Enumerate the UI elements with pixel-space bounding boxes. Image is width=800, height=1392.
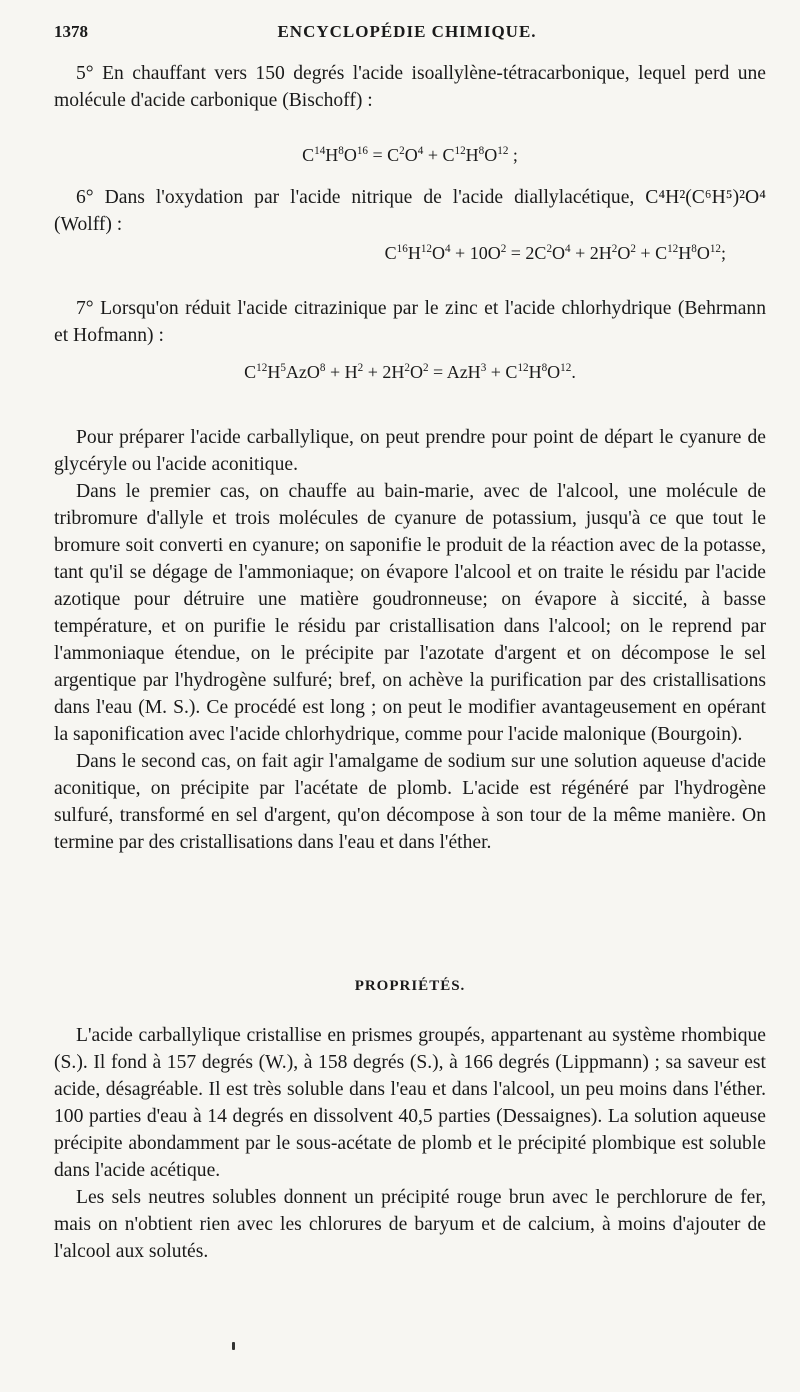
prep-paragraph-3: Dans le second cas, on fait agir l'amalgame de sodium sur une solution aqueuse d'acide aconitique, on précipite par l'acétate de plomb. L'acide est régénéré par l'hydrogène sulfuré, transformé en sel d'argent, qu'on décompose à son tour de la même manière. On termine par des cristallisations dans l'eau et dans l'éther. xyxy=(54,751,766,853)
item-6-formula: C⁴H²(C⁶H⁵)²O⁴ xyxy=(645,187,766,208)
item-6-lead: 6° Dans l'oxydation par l'acide nitrique de l'acide diallylacétique, xyxy=(76,187,646,208)
equation-2 xyxy=(54,243,766,264)
equation-3 xyxy=(54,362,766,383)
equation-1 xyxy=(54,145,766,166)
page-number: 1378 xyxy=(54,22,88,41)
props-paragraph-1: L'acide carballylique cristallise en prismes groupés, appartenant au système rhombique (S.). Il fond à 157 degrés (W.), à 158 degrés (S.), à 166 degrés (Lippmann) ; sa saveur est acide, désagréable. Il est très soluble dans l'eau et dans l'alcool, un peu moins dans l'éther. 100 parties d'eau à 14 degrés en dissolvent 40,5 parties (Dessaignes). La solution aqueuse précipite abondamment par le sous-acétate de plomb et le précipité plombique est soluble dans l'acide acétique. xyxy=(54,1025,766,1181)
prep-paragraph-1: Pour préparer l'acide carballylique, on peut prendre pour point de départ le cyanure de glycéryle ou l'acide aconitique. xyxy=(54,427,766,475)
properties-heading xyxy=(54,978,766,995)
running-title: ENCYCLOPÉDIE CHIMIQUE. xyxy=(277,22,537,41)
item-6 xyxy=(54,184,766,238)
item-7 xyxy=(54,295,766,349)
item-5 xyxy=(54,60,766,114)
preparation-section xyxy=(54,424,766,856)
prep-paragraph-2: Dans le premier cas, on chauffe au bain-marie, avec de l'alcool, une molécule de tribromure d'allyle et trois molécules de cyanure de potassium, jusqu'à ce que tout le bromure soit converti en cyanure; on saponifie le produit de la réaction avec de la potasse, tant qu'il se dégage de l'ammoniaque; on évapore l'alcool et on traite le résidu par l'acide azotique pour détruire une matière goudronneuse; on évapore à siccité, à basse température, et on purifie le résidu par cristallisation dans l'alcool; on le reprend par l'ammoniaque étendue, on le précipite par l'azotate d'argent et on décompose le sel argentique par l'hydrogène sulfuré; bref, on achève la purification par des cristallisations dans l'eau (M. S.). Ce procédé est long ; on peut le modifier avantageusement en opérant la saponification avec l'acide chlorhydrique, comme pour l'acide malonique (Bourgoin). xyxy=(54,481,766,745)
properties-section xyxy=(54,1022,766,1265)
item-6-text xyxy=(54,184,766,238)
page-header xyxy=(54,22,760,48)
equation-1-text: $C^{14}H^8O^{16} = C^2O^4 + C^{12}H^8O^{12}$ ; xyxy=(302,144,518,165)
equation-3-text: $C^{12}H^5AzO^8 + H^2 + 2H^2O^2 = AzH^3 + C^{12}H^8O^{12}$. xyxy=(244,361,576,382)
equation-2-text: $C^{16}H^{12}O^4 + 10O^2 = 2C^2O^4 + 2H^2O^2 + C^{12}H^8O^{12}$; xyxy=(384,242,726,263)
props-paragraph-2: Les sels neutres solubles donnent un précipité rouge brun avec le perchlorure de fer, mais on n'obtient rien avec les chlorures de baryum et de calcium, à moins d'ajouter de l'alcool aux solutés. xyxy=(54,1187,766,1262)
item-7-text: 7° Lorsqu'on réduit l'acide citrazinique par le zinc et l'acide chlorhydrique (Behrmann et Hofmann) : xyxy=(54,298,766,346)
item-6-tail: (Wolff) : xyxy=(54,214,123,235)
section-title: PROPRIÉTÉS. xyxy=(354,978,466,994)
ink-speck xyxy=(232,1342,235,1350)
item-5-text: 5° En chauffant vers 150 degrés l'acide isoallylène-tétracarbonique, lequel perd une molécule d'acide carbonique (Bischoff) : xyxy=(54,63,766,111)
